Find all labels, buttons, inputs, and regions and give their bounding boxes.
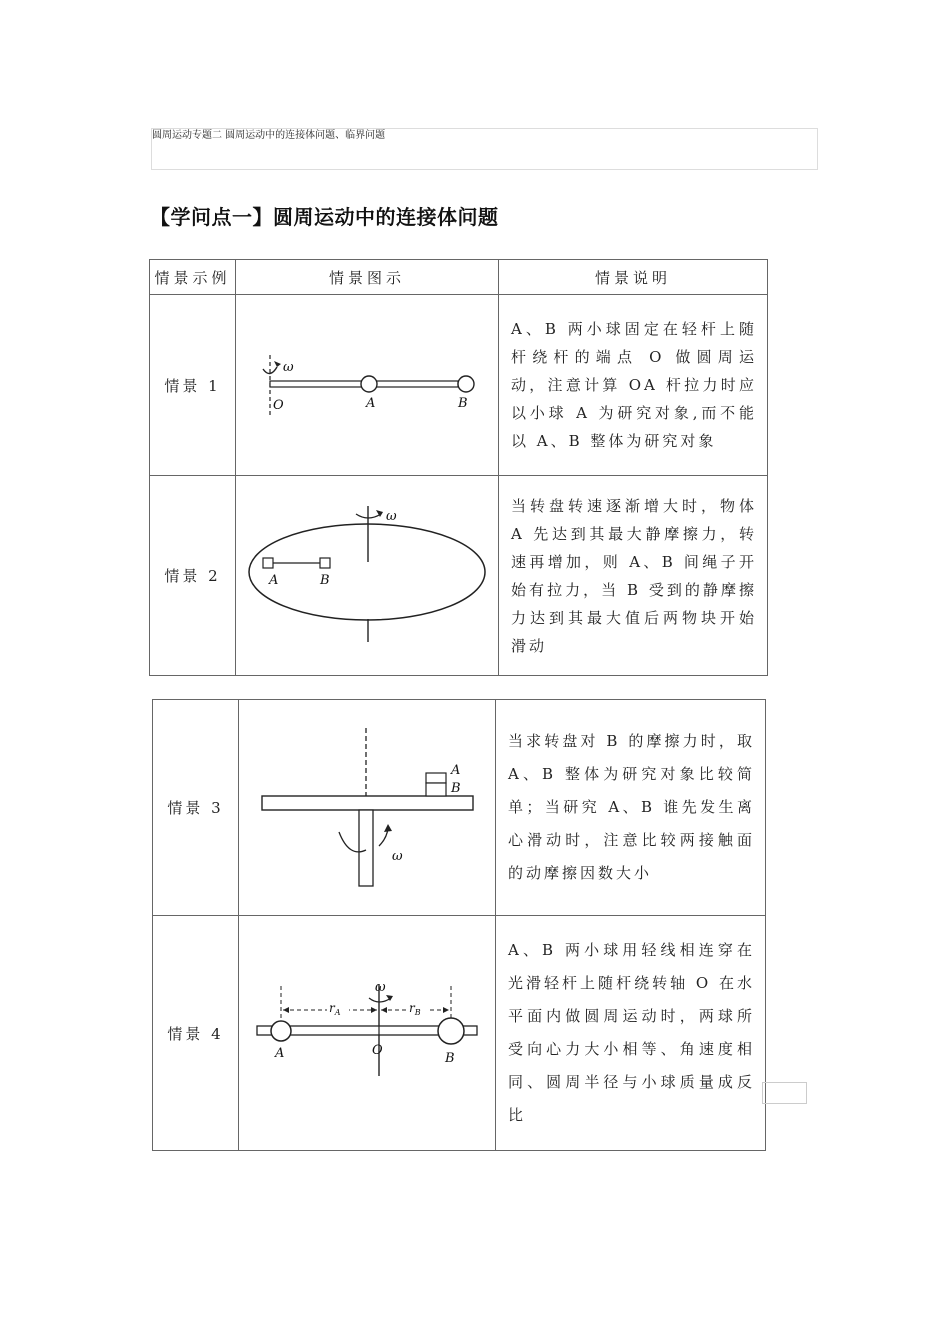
scenario-table-upper [149,259,768,676]
turntable [249,524,485,620]
omega-label: ω [375,980,386,995]
omega-label: ω [386,509,397,524]
scene-label: 情景 2 [150,476,236,676]
scene-4-figure [239,916,496,1151]
header-text: 圆周运动专题二 圆周运动中的连接体问题、临界问题 [152,130,386,141]
header-cell-example: 情景示例 [150,260,236,295]
scene-label: 情景 1 [150,295,236,476]
scene-description: 当转盘转速逐渐增大时，物体 A 先达到其最大静摩擦力，转速再增加，则 A、B 间绳子开始有拉力，当 B 受到的静摩擦力达到其最大值后两物块开始滑动 [499,476,768,676]
scene-2-diagram [236,476,498,675]
scenario-table-lower [152,699,766,1151]
block-b-label: B [451,781,461,796]
section-title: 【学问点一】圆周运动中的连接体问题 [150,205,499,229]
table-header-row [150,260,768,295]
omega-label: ω [283,360,294,375]
block-a-label: A [451,763,461,778]
scene-label: 情景 4 [153,916,239,1151]
table-row [150,476,768,676]
scene-3-diagram [239,700,495,915]
header-cell-description: 情景说明 [499,260,768,295]
ball-b-label: B [445,1051,455,1066]
ball-a-label: A [366,396,376,411]
scene-description: 当求转盘对 B 的摩擦力时，取 A、B 整体为研究对象比较简单；当研究 A、B 谁先发生离心滑动时，注意比较两接触面的动摩擦因数大小 [496,700,766,916]
radius-b-label: $r_B$ [409,1001,421,1017]
scene-description: A、B 两小球固定在轻杆上随杆绕杆的端点 O 做圆周运动，注意计算 OA 杆拉力时应以小球 A 为研究对象,而不能以 A、B 整体为研究对象 [499,295,768,476]
ball-a [361,376,377,392]
scene-4-diagram [239,916,495,1150]
ball-b-label: B [458,396,468,411]
page-header [151,128,818,170]
ball-b [438,1018,464,1044]
ball-b [458,376,474,392]
block-b-label: B [320,573,330,588]
header-cell-figure: 情景图示 [236,260,499,295]
scene-label: 情景 3 [153,700,239,916]
table-row [150,295,768,476]
scene-1-figure [236,295,499,476]
scene-2-figure [236,476,499,676]
turntable [262,796,473,810]
table-row [153,700,766,916]
page-frame-fragment [762,1082,807,1104]
omega-label: ω [392,849,403,864]
radius-a-label: $r_A$ [329,1001,341,1017]
scene-1-diagram [236,295,498,475]
scene-3-figure [239,700,496,916]
point-o-label: O [273,398,284,413]
axle [359,810,373,886]
scene-description: A、B 两小球用轻线相连穿在光滑轻杆上随杆绕转轴 O 在水平面内做圆周运动时，两球所受向心力大小相等、角速度相同、圆周半径与小球质量成反比 [496,916,766,1151]
ball-a-label: A [275,1046,285,1061]
table-row [153,916,766,1151]
ball-a [271,1021,291,1041]
block-a-label: A [269,573,279,588]
axis-o-label: O [372,1043,383,1058]
